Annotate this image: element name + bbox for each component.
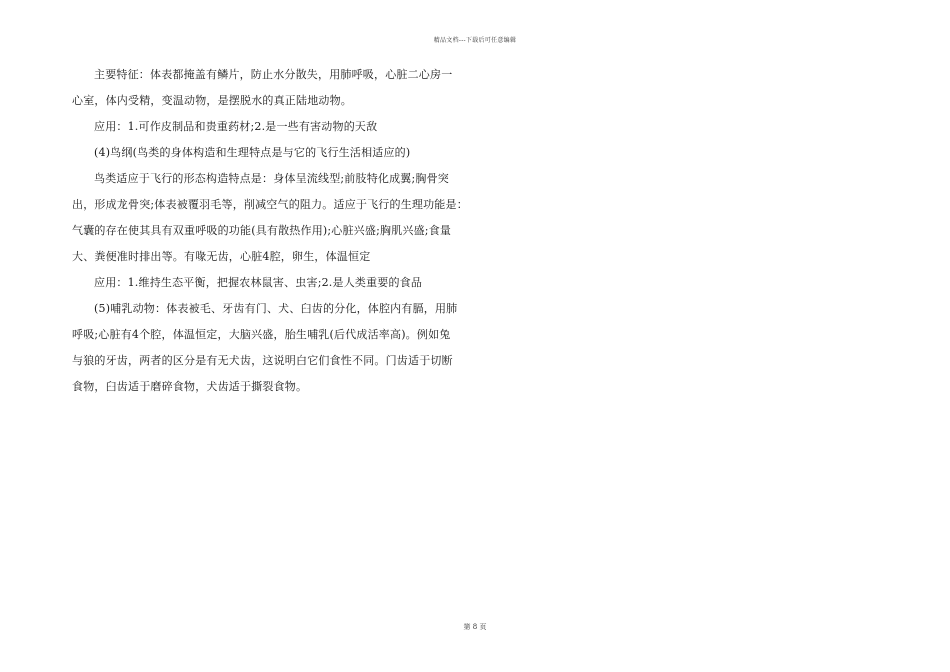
paragraph-line: 食物，臼齿适于磨碎食物，犬齿适于撕裂食物。 bbox=[72, 380, 308, 393]
body-text bbox=[72, 62, 468, 400]
page-number: 第 8 页 bbox=[463, 623, 487, 631]
paragraph-line: 心室，体内受精，变温动物，是摆脱水的真正陆地动物。 bbox=[72, 94, 352, 107]
section-heading: (5)哺乳动物：体表被毛、牙齿有门、犬、臼齿的分化，体腔内有膈，用肺 bbox=[94, 302, 458, 315]
paragraph-line: 应用：1.维持生态平衡，把握农林鼠害、虫害;2.是人类重要的食品 bbox=[94, 276, 423, 289]
paragraph-line: 主要特征：体表都掩盖有鳞片，防止水分散失，用肺呼吸，心脏二心房一 bbox=[94, 68, 453, 81]
paragraph-line: 气囊的存在使其具有双重呼吸的功能(具有散热作用);心脏兴盛;胸肌兴盛;食量 bbox=[72, 224, 452, 237]
header-note: 精品文档---下载后可任意编辑 bbox=[433, 37, 517, 44]
paragraph-line: 应用：1.可作皮制品和贵重药材;2.是一些有害动物的天敌 bbox=[94, 120, 378, 133]
section-heading: (4)鸟纲(鸟类的身体构造和生理特点是与它的飞行生活相适应的) bbox=[94, 146, 411, 159]
paragraph-line: 大、粪便准时排出等。有喙无齿，心脏4腔，卵生，体温恒定 bbox=[72, 250, 371, 263]
paragraph-line: 与狼的牙齿，两者的区分是有无犬齿，这说明白它们食性不同。门齿适于切断 bbox=[72, 354, 453, 367]
paragraph-line: 出，形成龙骨突;体表被覆羽毛等，削减空气的阻力。适应于飞行的生理功能是： bbox=[72, 198, 468, 211]
paragraph-line: 鸟类适应于飞行的形态构造特点是：身体呈流线型;前肢特化成翼;胸骨突 bbox=[94, 172, 450, 185]
paragraph-line: 呼吸;心脏有4个腔，体温恒定，大脑兴盛，胎生哺乳(后代成活率高)。例如兔 bbox=[72, 328, 451, 341]
